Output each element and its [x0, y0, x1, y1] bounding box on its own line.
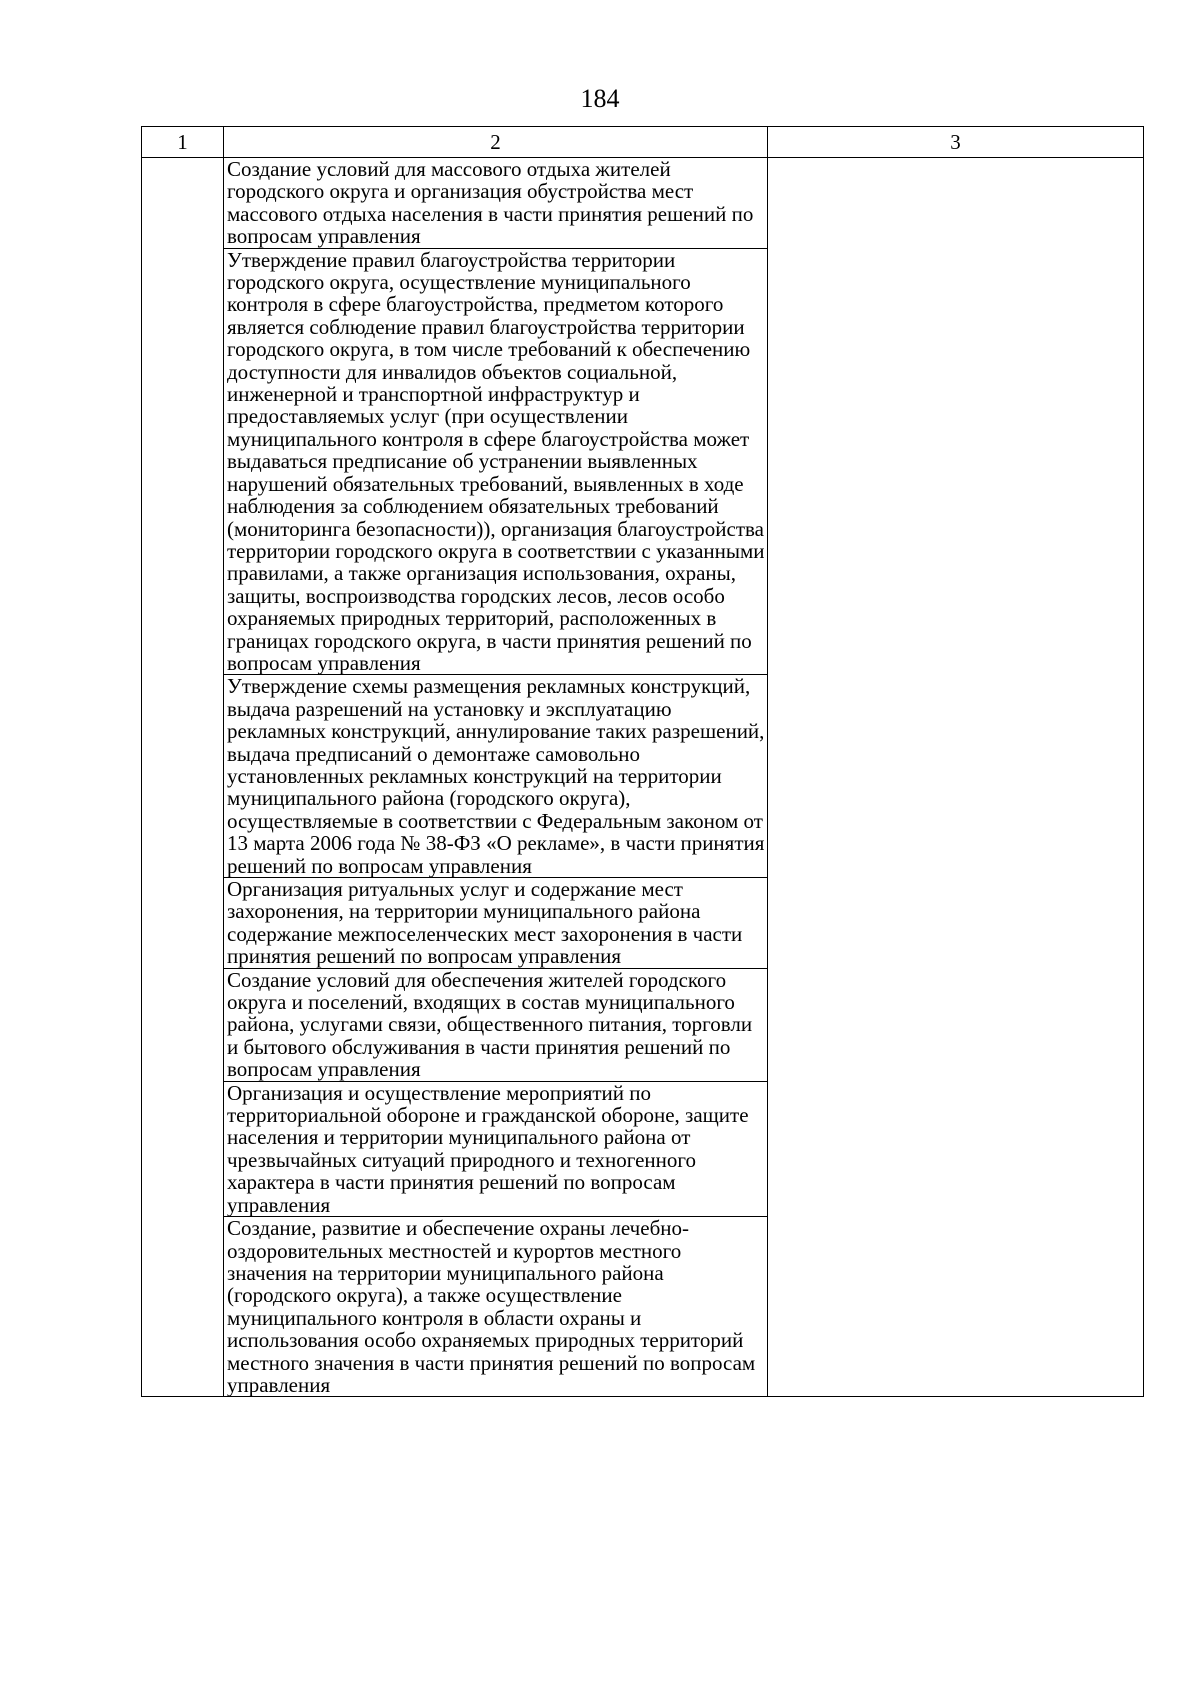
- column-header-3: 3: [768, 127, 1144, 158]
- document-table: [141, 126, 1144, 1397]
- table-header-row: [142, 127, 1144, 158]
- table-entry: Создание, развитие и обеспечение охраны лечебно-оздоровительных местностей и курортов местного значения на территории муниципального района (городского округа), а также осуществление муниципального контроля в области охраны и использования особо охраняемых природных территорий местного значения в части принятия решений по вопросам управления: [227, 1216, 756, 1397]
- table-entry: Создание условий для массового отдыха жителей городского округа и организация обустройства мест массового отдыха населения в части принятия решений по вопросам управления: [224, 158, 767, 249]
- table-entry: Утверждение схемы размещения рекламных конструкций, выдача разрешений на установку и эксплуатацию рекламных конструкций, аннулирование таких разрешений, выдача предписаний о демонтаже самовольно установленных рекламных конструкций на территории муниципального района (городского округа), осуществляемые в соответствии с Федеральным законом от 13 марта 2006 года № 38-ФЗ «О рекламе», в части принятия решений по вопросам управления: [224, 675, 767, 878]
- column-1-cell: [142, 158, 224, 1397]
- column-3-cell: [768, 158, 1144, 1397]
- column-header-1: 1: [142, 127, 224, 158]
- table-entry: Организация ритуальных услуг и содержание мест захоронения, на территории муниципального района содержание межпоселенческих мест захоронения в части принятия решений по вопросам управления: [224, 878, 767, 969]
- table-entry: Организация и осуществление мероприятий по территориальной обороне и гражданской обороне, защите населения и территории муниципального района от чрезвычайных ситуаций природного и техногенного характера в части принятия решений по вопросам управления: [224, 1082, 767, 1217]
- table-body-row: [142, 158, 1144, 1397]
- table-entry: Создание условий для обеспечения жителей городского округа и поселений, входящих в состав муниципального района, услугами связи, общественного питания, торговли и бытового обслуживания в части принятия решений по вопросам управления: [224, 969, 767, 1082]
- table-entry: Утверждение правил благоустройства территории городского округа, осуществление муниципального контроля в сфере благоустройства, предметом которого является соблюдение правил благоустройства территории городского округа, в том числе требований к обеспечению доступности для инвалидов объектов социальной, инженерной и транспортной инфраструктур и предоставляемых услуг (при осуществлении муниципального контроля в сфере благоустройства может выдаваться предписание об устранении выявленных нарушений обязательных требований, выявленных в ходе наблюдения за соблюдением обязательных требований (мониторинга безопасности)), организация благоустройства территории городского округа в соответствии с указанными правилами, а также организация использования, охраны, защиты, воспроизводства городских лесов, лесов особо охраняемых природных территорий, расположенных в границах городского округа, в части принятия решений по вопросам управления: [224, 249, 767, 676]
- page-number: 184: [580, 84, 620, 113]
- column-header-2: 2: [224, 127, 768, 158]
- column-2-cell: [224, 158, 768, 1397]
